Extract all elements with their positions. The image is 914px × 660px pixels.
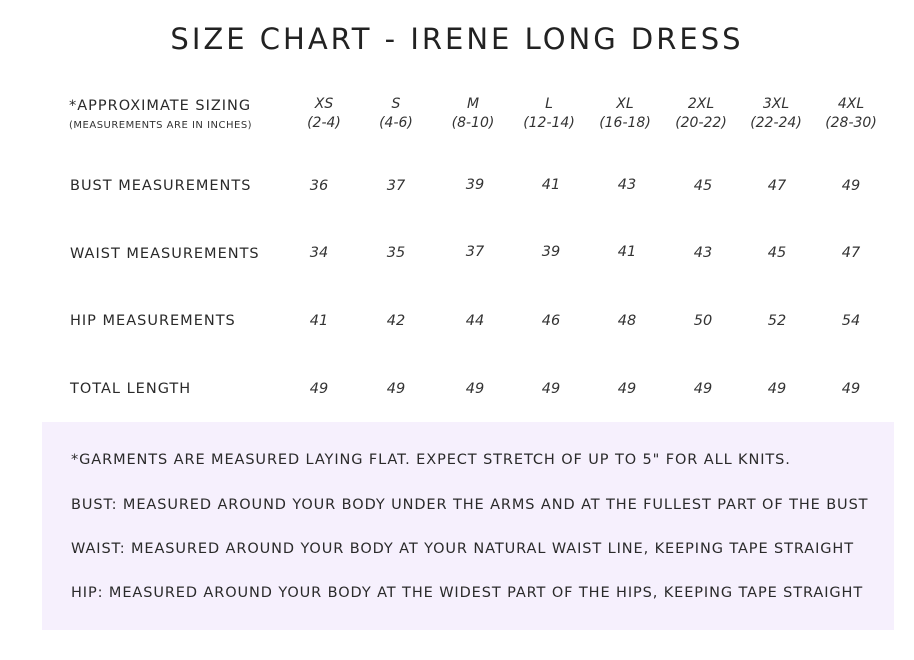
size-name: S bbox=[391, 96, 401, 112]
note-bust: BUST: MEASURED AROUND YOUR BODY UNDER THE ARMS AND AT THE FULLEST PART OF THE BUST bbox=[71, 497, 869, 513]
size-range: (2-4) bbox=[307, 115, 341, 131]
note-waist: WAIST: MEASURED AROUND YOUR BODY AT YOUR NATURAL WAIST LINE, KEEPING TAPE STRAIGHT bbox=[71, 541, 854, 557]
measurement-notes-panel bbox=[42, 422, 894, 630]
approximate-sizing-label: *APPROXIMATE SIZING bbox=[69, 98, 252, 114]
row-label-bust: BUST MEASUREMENTS bbox=[70, 178, 252, 194]
table-cell: 48 bbox=[617, 313, 637, 329]
table-cell: 54 bbox=[841, 313, 861, 329]
table-cell: 47 bbox=[767, 178, 787, 194]
size-name: M bbox=[466, 96, 480, 112]
table-cell: 49 bbox=[309, 381, 329, 397]
size-name: XS bbox=[314, 96, 334, 112]
table-cell: 41 bbox=[541, 177, 561, 193]
size-header-2xl bbox=[664, 95, 738, 133]
row-label-hip: HIP MEASUREMENTS bbox=[70, 313, 236, 329]
table-cell: 35 bbox=[386, 245, 406, 261]
size-range: (16-18) bbox=[599, 115, 651, 131]
table-cell: 41 bbox=[617, 244, 637, 260]
size-range: (22-24) bbox=[750, 115, 802, 131]
note-hip: HIP: MEASURED AROUND YOUR BODY AT THE WIDEST PART OF THE HIPS, KEEPING TAPE STRAIGHT bbox=[71, 585, 864, 601]
size-name: XL bbox=[616, 96, 634, 112]
table-cell: 49 bbox=[541, 381, 561, 397]
note-garments: *GARMENTS ARE MEASURED LAYING FLAT. EXPECT STRETCH OF UP TO 5" FOR ALL KNITS. bbox=[71, 452, 791, 468]
table-cell: 50 bbox=[693, 313, 713, 329]
size-header-s bbox=[359, 95, 433, 133]
table-cell: 42 bbox=[386, 313, 406, 329]
table-cell: 49 bbox=[693, 381, 713, 397]
table-cell: 45 bbox=[767, 245, 787, 261]
row-label-total-length: TOTAL LENGTH bbox=[70, 381, 192, 397]
table-cell: 47 bbox=[841, 245, 861, 261]
size-range: (12-14) bbox=[523, 115, 575, 131]
page-title: SIZE CHART - IRENE LONG DRESS bbox=[170, 22, 744, 56]
size-header-m bbox=[436, 95, 510, 133]
table-cell: 39 bbox=[465, 177, 485, 193]
table-cell: 37 bbox=[386, 178, 406, 194]
table-cell: 49 bbox=[386, 381, 406, 397]
table-cell: 39 bbox=[541, 244, 561, 260]
size-name: 2XL bbox=[687, 96, 715, 112]
table-cell: 34 bbox=[309, 245, 329, 261]
table-cell: 41 bbox=[309, 313, 329, 329]
table-cell: 43 bbox=[617, 177, 637, 193]
size-range: (28-30) bbox=[825, 115, 877, 131]
size-range: (8-10) bbox=[451, 115, 495, 131]
table-cell: 46 bbox=[541, 313, 561, 329]
table-cell: 49 bbox=[767, 381, 787, 397]
table-cell: 49 bbox=[617, 381, 637, 397]
size-header-l bbox=[512, 95, 586, 133]
size-header-4xl bbox=[814, 95, 888, 133]
size-name: 4XL bbox=[837, 96, 865, 112]
size-range: (4-6) bbox=[379, 115, 413, 131]
table-cell: 49 bbox=[841, 381, 861, 397]
table-cell: 49 bbox=[841, 178, 861, 194]
table-cell: 36 bbox=[309, 178, 329, 194]
table-cell: 43 bbox=[693, 245, 713, 261]
table-cell: 45 bbox=[693, 178, 713, 194]
size-name: 3XL bbox=[762, 96, 790, 112]
size-header-3xl bbox=[739, 95, 813, 133]
table-cell: 44 bbox=[465, 313, 485, 329]
table-cell: 37 bbox=[465, 244, 485, 260]
size-header-xl bbox=[588, 95, 662, 133]
size-range: (20-22) bbox=[675, 115, 727, 131]
table-cell: 49 bbox=[465, 381, 485, 397]
row-label-waist: WAIST MEASUREMENTS bbox=[70, 246, 260, 262]
table-cell: 52 bbox=[767, 313, 787, 329]
measurement-units-note: (MEASUREMENTS ARE IN INCHES) bbox=[69, 120, 253, 131]
size-name: L bbox=[545, 96, 553, 112]
size-header-xs bbox=[287, 95, 361, 133]
